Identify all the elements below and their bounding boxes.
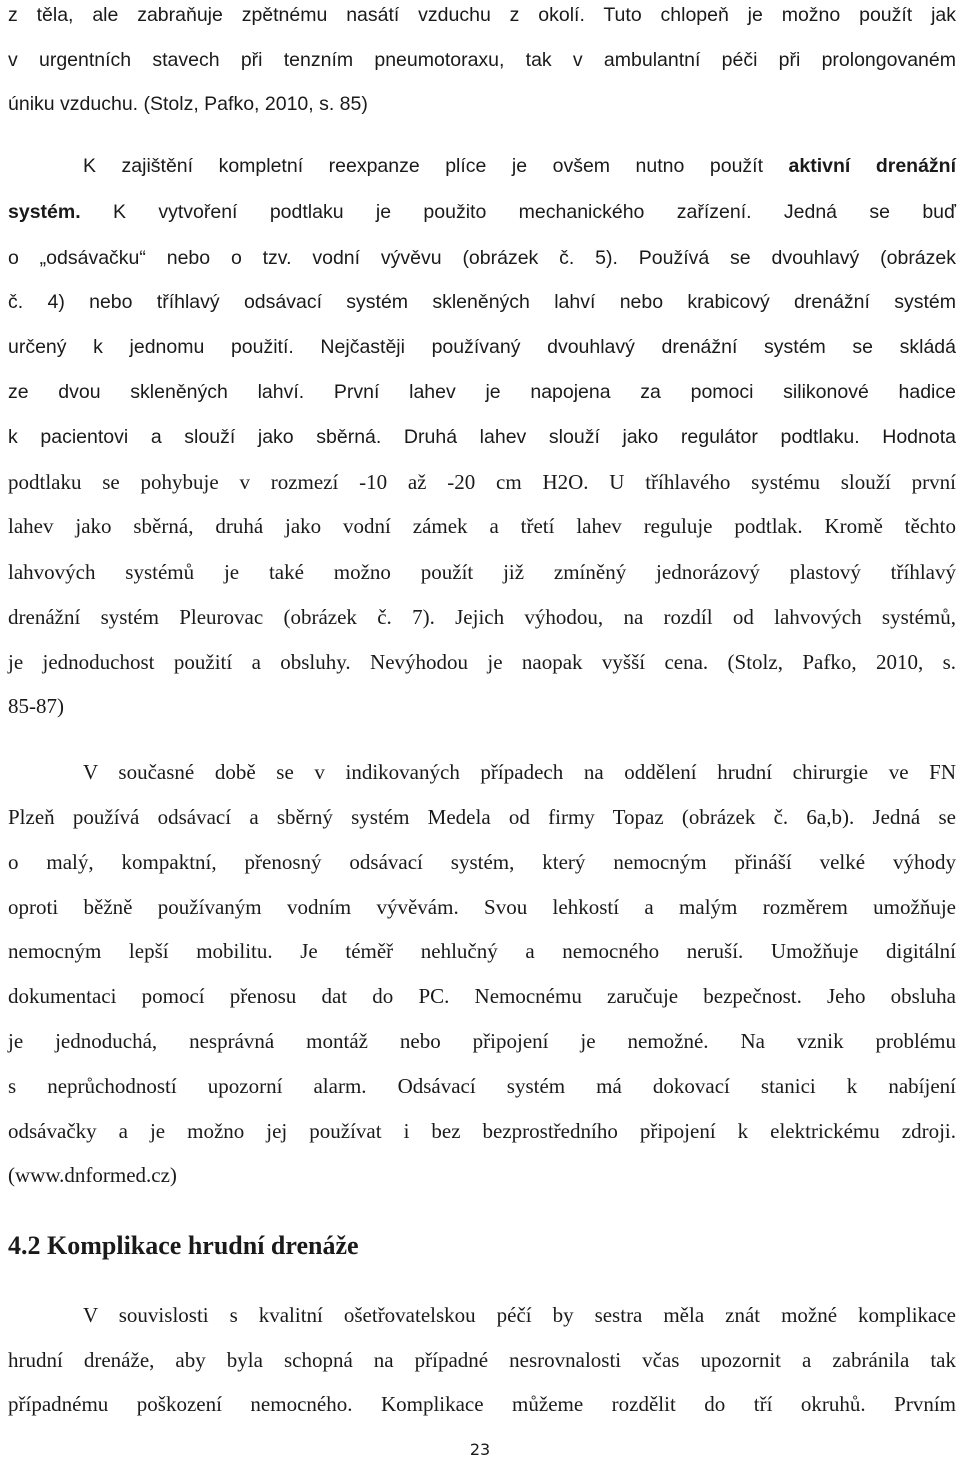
text-line: úniku vzduchu. (Stolz, Pafko, 2010, s. 85) bbox=[8, 93, 368, 115]
text-line: odsávačky a je možno jej používat i bez bezprostředního připojení k elektrickému zdroji. bbox=[8, 1119, 956, 1143]
text-line: je jednoduchost použití a obsluhy. Nevýhodou je naopak vyšší cena. (Stolz, Pafko, 2010, s. bbox=[8, 650, 956, 674]
text-line: V souvislosti s kvalitní ošetřovatelskou péčí by sestra měla znát možné komplikace bbox=[83, 1303, 956, 1327]
text-line: lahev jako sběrná, druhá jako vodní zámek a třetí lahev reguluje podtlak. Kromě těchto bbox=[8, 514, 956, 538]
text-line: oproti běžně používaným vodním vývěvám. Svou lehkostí a malým rozměrem umožňuje bbox=[8, 895, 956, 919]
text-run: K vytvoření podtlaku je použito mechanického zařízení. Jedná se buď bbox=[113, 201, 956, 223]
text-line bbox=[8, 195, 956, 229]
text-line: Plzeň používá odsávací a sběrný systém Medela od firmy Topaz (obrázek č. 6a,b). Jedná se bbox=[8, 805, 956, 829]
text-line: (www.dnformed.cz) bbox=[8, 1163, 177, 1187]
bold-term: systém. bbox=[8, 201, 81, 223]
text-line: č. 4) nebo tříhlavý odsávací systém skleněných lahví nebo krabicový drenážní systém bbox=[8, 291, 956, 313]
section-heading: 4.2 Komplikace hrudní drenáže bbox=[8, 1231, 359, 1260]
text-run: K zajištění kompletní reexpanze plíce je ovšem nutno použít bbox=[83, 155, 763, 177]
text-line: k pacientovi a slouží jako sběrná. Druhá lahev slouží jako regulátor podtlaku. Hodnota bbox=[8, 426, 956, 448]
text-line: lahvových systémů je také možno použít již zmíněný jednorázový plastový tříhlavý bbox=[8, 560, 956, 584]
text-line: dokumentaci pomocí přenosu dat do PC. Nemocnému zaručuje bezpečnost. Jeho obsluha bbox=[8, 984, 956, 1008]
text-line: je jednoduchá, nesprávná montáž nebo připojení je nemožné. Na vznik problému bbox=[8, 1029, 956, 1053]
text-line: o „odsávačku“ nebo o tzv. vodní vývěvu (obrázek č. 5). Používá se dvouhlavý (obrázek bbox=[8, 247, 956, 269]
text-line: určený k jednomu použití. Nejčastěji používaný dvouhlavý drenážní systém se skládá bbox=[8, 336, 956, 358]
text-line: nemocným lepší mobilitu. Je téměř nehlučný a nemocného neruší. Umožňuje digitální bbox=[8, 939, 956, 963]
page-number: 23 bbox=[469, 1440, 491, 1459]
text-line: podtlaku se pohybuje v rozmezí -10 až -20 cm H2O. U tříhlavého systému slouží první bbox=[8, 470, 956, 494]
text-line: v urgentních stavech při tenzním pneumotoraxu, tak v ambulantní péči při prolongovaném bbox=[8, 49, 956, 71]
text-line: z těla, ale zabraňuje zpětnému nasátí vzduchu z okolí. Tuto chlopeň je možno použít jak bbox=[8, 4, 956, 26]
bold-term: aktivní drenážní bbox=[788, 155, 957, 177]
text-line: drenážní systém Pleurovac (obrázek č. 7). Jejich výhodou, na rozdíl od lahvových systémů, bbox=[8, 605, 956, 629]
text-line: 85-87) bbox=[8, 694, 64, 718]
text-line: V současné době se v indikovaných případech na oddělení hrudní chirurgie ve FN bbox=[83, 760, 956, 784]
text-line: hrudní drenáže, aby byla schopná na případné nesrovnalosti včas upozornit a zabránila tak bbox=[8, 1348, 956, 1372]
text-line: případnému poškození nemocného. Komplikace můžeme rozdělit do tří okruhů. Prvním bbox=[8, 1392, 956, 1416]
text-line bbox=[83, 149, 956, 183]
text-line: ze dvou skleněných lahví. První lahev je napojena za pomoci silikonové hadice bbox=[8, 381, 956, 403]
text-line: o malý, kompaktní, přenosný odsávací systém, který nemocným přináší velké výhody bbox=[8, 850, 956, 874]
text-line: s neprůchodností upozorní alarm. Odsávací systém má dokovací stanici k nabíjení bbox=[8, 1074, 956, 1098]
